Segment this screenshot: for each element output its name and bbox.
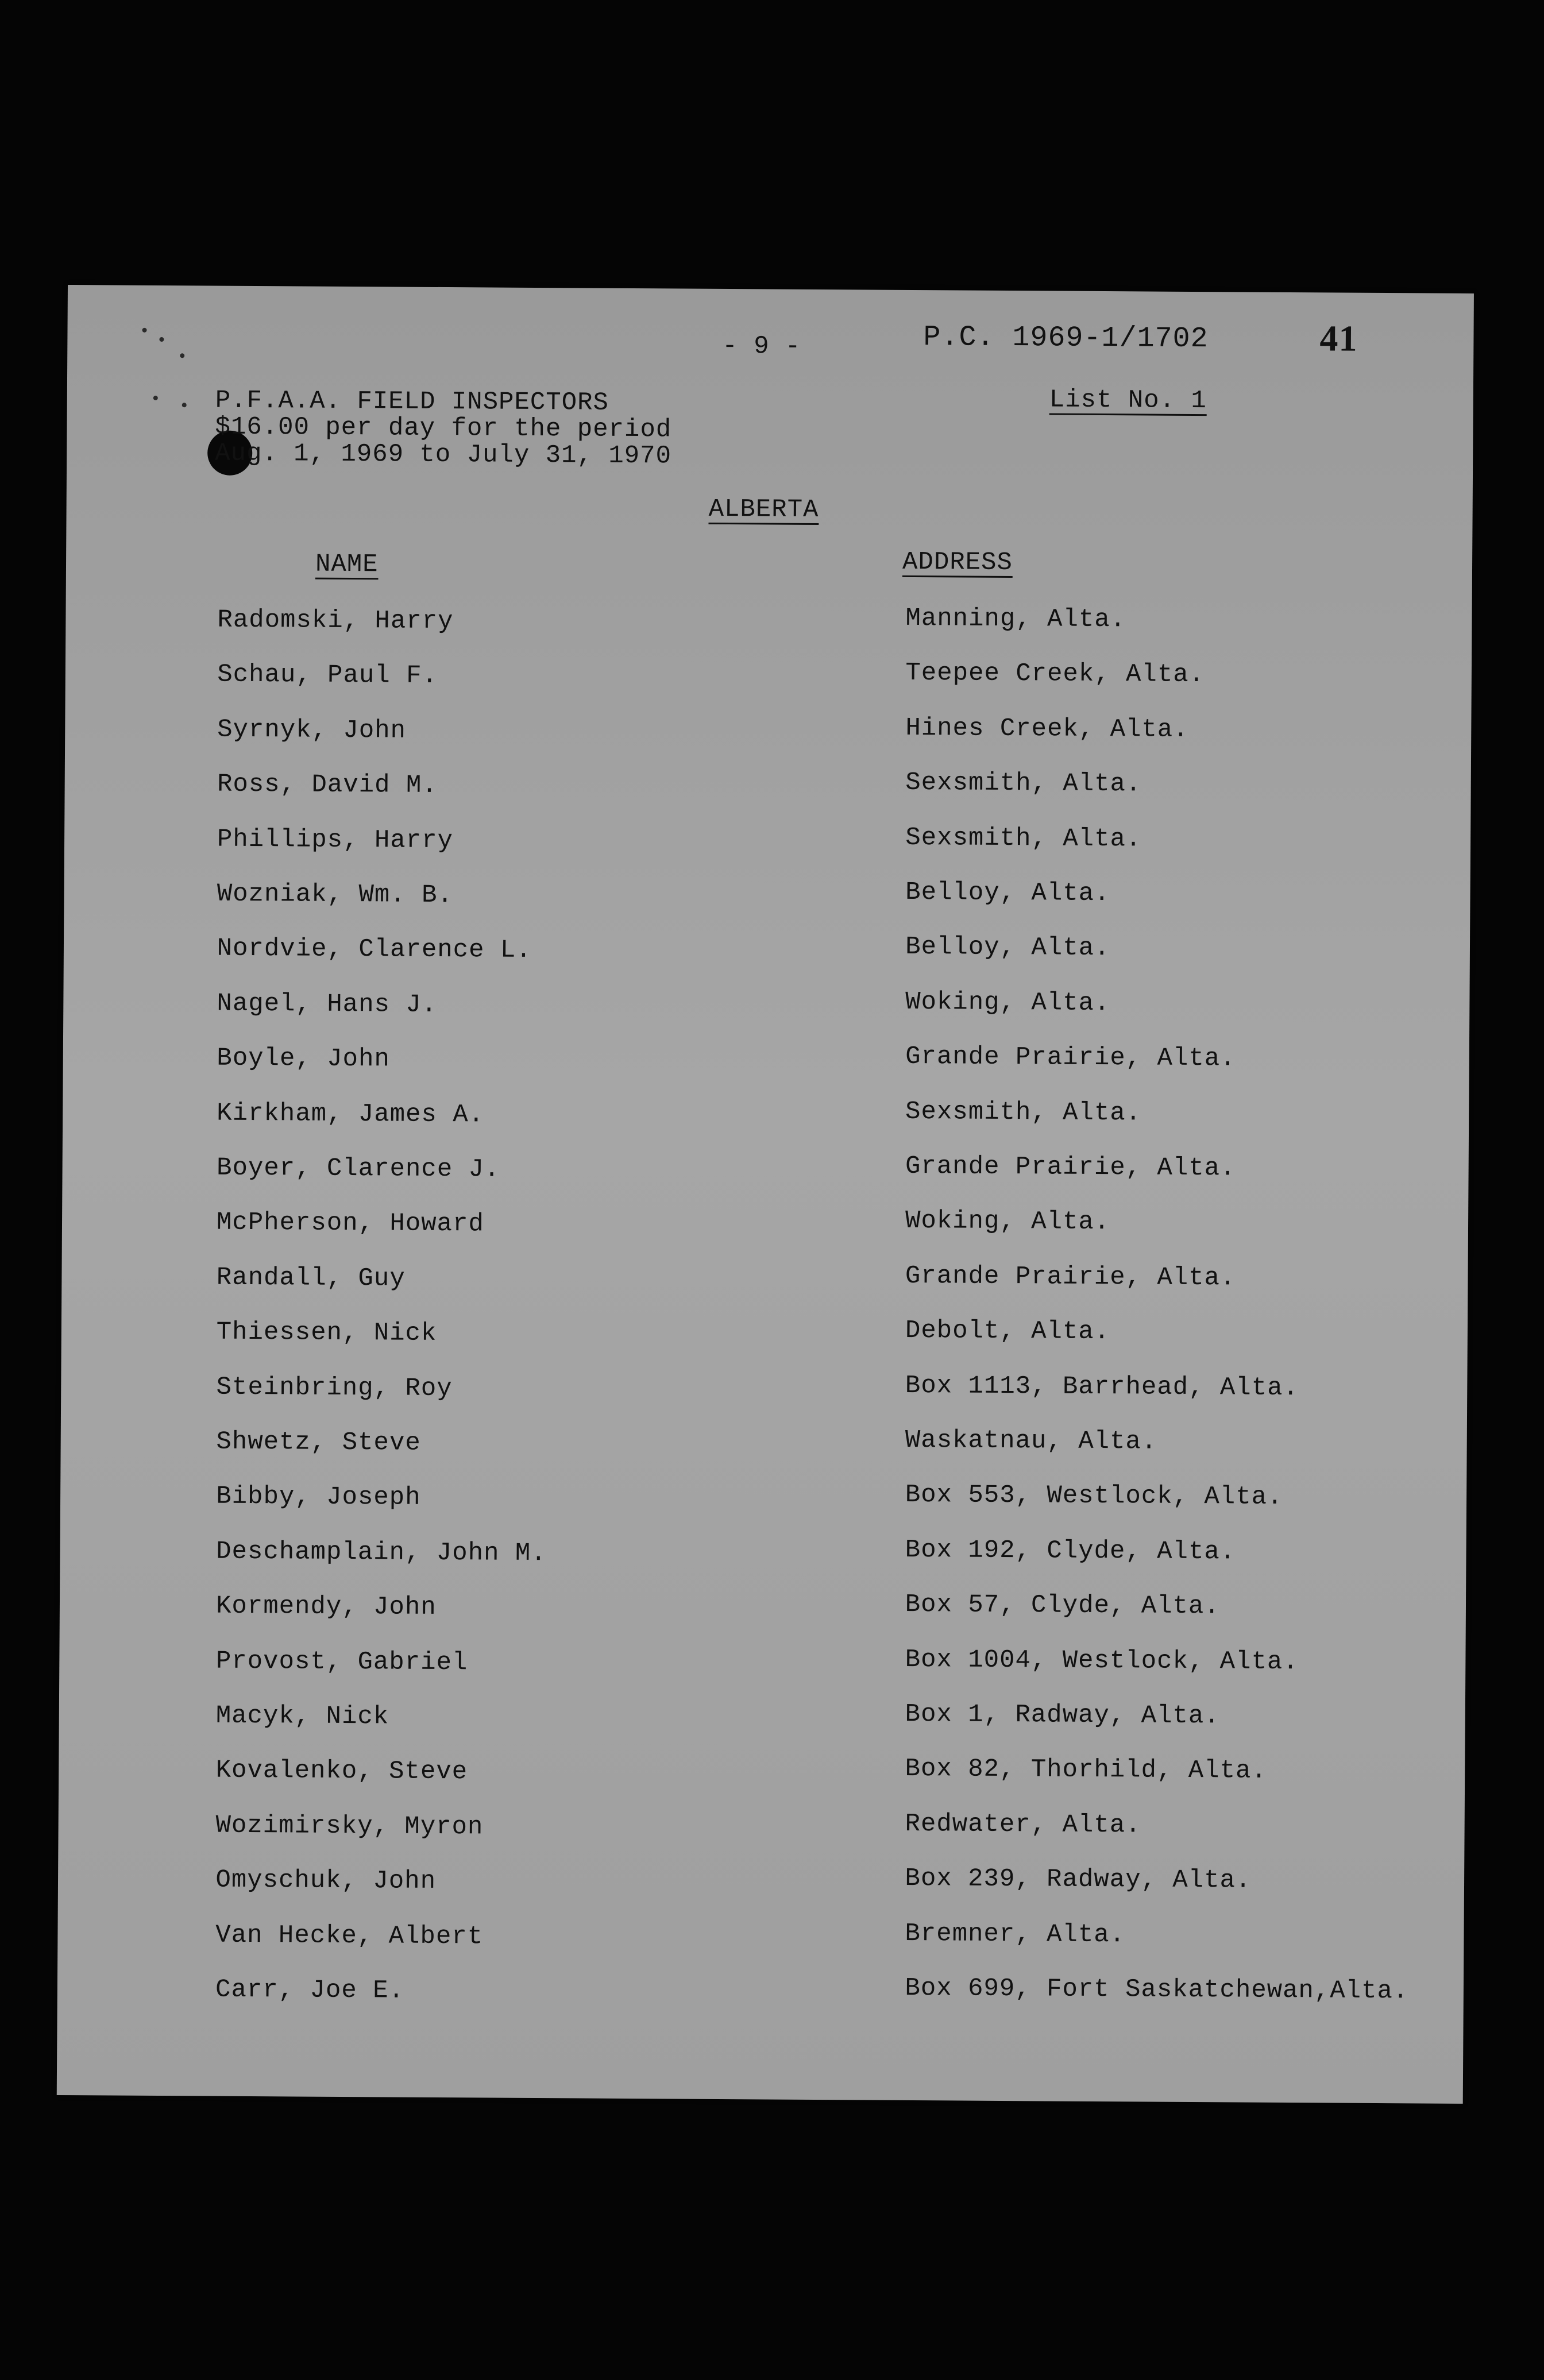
inspector-name: Deschamplain, John M. bbox=[216, 1537, 547, 1568]
dust-speck bbox=[180, 353, 184, 358]
dust-speck bbox=[182, 403, 187, 407]
title-line-1: P.F.A.A. FIELD INSPECTORS bbox=[215, 386, 609, 418]
inspector-name: Boyle, John bbox=[217, 1044, 390, 1074]
inspector-name: Syrnyk, John bbox=[217, 715, 407, 745]
inspector-name: Steinbring, Roy bbox=[216, 1373, 453, 1403]
dust-speck bbox=[159, 337, 164, 342]
inspector-name: Carr, Joe E. bbox=[215, 1975, 405, 2006]
inspector-address: Box 699, Fort Saskatchewan,Alta. bbox=[905, 1973, 1409, 2006]
inspector-name: Ross, David M. bbox=[217, 770, 438, 801]
page-marker: - 9 - bbox=[722, 331, 801, 361]
inspector-name: Kirkham, James A. bbox=[217, 1099, 485, 1130]
inspector-address: Waskatnau, Alta. bbox=[905, 1425, 1157, 1456]
inspector-name: Randall, Guy bbox=[216, 1263, 406, 1293]
inspector-name: McPherson, Howard bbox=[216, 1208, 484, 1239]
document-page bbox=[57, 285, 1474, 2104]
inspector-name: Schau, Paul F. bbox=[217, 660, 438, 691]
inspector-name: Thiessen, Nick bbox=[216, 1318, 437, 1349]
title-line-3: Aug. 1, 1969 to July 31, 1970 bbox=[215, 439, 672, 471]
inspector-name: Shwetz, Steve bbox=[216, 1427, 421, 1458]
province-heading: ALBERTA bbox=[708, 494, 819, 524]
dust-speck bbox=[142, 328, 146, 333]
inspector-name: Nordvie, Clarence L. bbox=[217, 934, 532, 965]
inspector-address: Hines Creek, Alta. bbox=[905, 713, 1189, 744]
inspector-name: Boyer, Clarence J. bbox=[216, 1153, 500, 1184]
inspector-address: Grande Prairie, Alta. bbox=[905, 1042, 1236, 1073]
inspector-name: Wozniak, Wm. B. bbox=[217, 879, 453, 910]
order-number: P.C. 1969-1/1702 bbox=[923, 321, 1209, 356]
inspector-address: Belloy, Alta. bbox=[905, 878, 1110, 909]
inspector-address: Box 82, Thorhild, Alta. bbox=[905, 1755, 1268, 1786]
inspector-address: Woking, Alta. bbox=[905, 987, 1110, 1018]
folio-number: 41 bbox=[1319, 318, 1358, 359]
inspector-address: Sexsmith, Alta. bbox=[905, 768, 1142, 799]
inspector-address: Box 1004, Westlock, Alta. bbox=[905, 1645, 1299, 1676]
inspector-address: Belloy, Alta. bbox=[905, 933, 1110, 963]
inspector-address: Redwater, Alta. bbox=[905, 1809, 1141, 1840]
inspector-name: Radomski, Harry bbox=[217, 605, 454, 636]
inspector-name: Van Hecke, Albert bbox=[215, 1921, 484, 1952]
inspector-address: Grande Prairie, Alta. bbox=[905, 1261, 1236, 1293]
inspector-name: Kormendy, John bbox=[215, 1591, 437, 1622]
inspector-address: Box 239, Radway, Alta. bbox=[905, 1864, 1252, 1895]
inspector-name: Phillips, Harry bbox=[217, 825, 454, 855]
inspector-address: Woking, Alta. bbox=[905, 1207, 1110, 1237]
inspector-address: Box 1113, Barrhead, Alta. bbox=[905, 1371, 1299, 1402]
inspector-address: Box 57, Clyde, Alta. bbox=[905, 1590, 1220, 1621]
title-line-2: $16.00 per day for the period bbox=[215, 412, 672, 445]
inspector-name: Wozimirsky, Myron bbox=[215, 1811, 484, 1842]
inspector-address: Debolt, Alta. bbox=[905, 1316, 1110, 1347]
inspector-name: Kovalenko, Steve bbox=[215, 1756, 468, 1787]
inspector-address: Sexsmith, Alta. bbox=[905, 1097, 1142, 1128]
inspector-name: Provost, Gabriel bbox=[215, 1647, 468, 1677]
inspector-address: Sexsmith, Alta. bbox=[905, 823, 1142, 854]
dust-speck bbox=[153, 396, 158, 400]
inspector-name: Omyschuk, John bbox=[215, 1865, 437, 1896]
inspector-address: Bremner, Alta. bbox=[905, 1919, 1126, 1949]
inspector-address: Manning, Alta. bbox=[905, 604, 1126, 635]
inspector-address: Box 192, Clyde, Alta. bbox=[905, 1535, 1236, 1567]
inspector-address: Teepee Creek, Alta. bbox=[905, 659, 1205, 690]
list-label: List No. 1 bbox=[1049, 385, 1207, 416]
inspector-address: Box 1, Radway, Alta. bbox=[905, 1699, 1220, 1731]
inspector-name: Nagel, Hans J. bbox=[217, 989, 438, 1019]
inspector-address: Box 553, Westlock, Alta. bbox=[905, 1481, 1283, 1512]
address-column-header: ADDRESS bbox=[902, 547, 1013, 578]
inspector-name: Bibby, Joseph bbox=[216, 1482, 421, 1513]
inspector-address: Grande Prairie, Alta. bbox=[905, 1152, 1236, 1183]
inspector-name: Macyk, Nick bbox=[215, 1701, 389, 1732]
name-column-header: NAME bbox=[315, 550, 379, 579]
